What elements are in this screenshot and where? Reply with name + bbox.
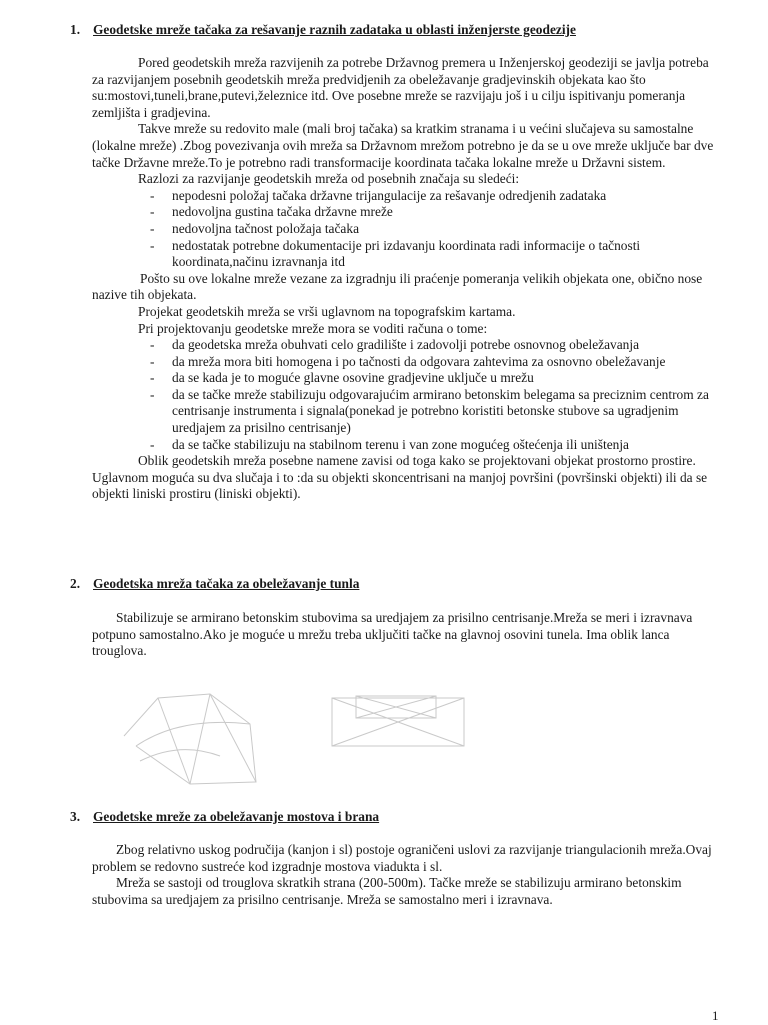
list-item: - nedostatak potrebne dokumentacije pri izdavanju koordinata radi informacije o tačnosti koordinata,načinu izravnanja itd <box>92 238 720 271</box>
section-3-body <box>92 842 720 908</box>
section-2-body <box>92 610 720 660</box>
paragraph: Oblik geodetskih mreža posebne namene zavisi od toga kako se projektovani objekat prostorno prostire. Uglavnom moguća su dva slučaja i to :da su objekti skoncentrisani na manjoj površini (površinski objekti) ili da se objekti liniski prostiru (liniski objekti). <box>92 453 708 502</box>
paragraph: Stabilizuje se armirano betonskim stubovima sa uredjajem za prisilno centrisanje.Mreža se meri i izravnava potpuno samostalno.Ako je moguće u mrežu treba uključiti tačke na glavnoj osovini tunela. Ima oblik lanca trouglova. <box>92 610 693 659</box>
list-item: - da se tačke mreže stabilizuju odgovarajućim armirano betonskim belegama sa preciznim centrom za centrisanje instrumenta i signala(ponekad je potrebno koristiti betonske stubove sa ugradjenim uredjajem za prisilno centrisanje) <box>92 387 720 437</box>
reasons-list <box>92 188 720 271</box>
section-1-heading <box>70 22 730 39</box>
section-number: 1. <box>70 22 81 37</box>
paragraph: Mreža se sastoji od trouglova skratkih strana (200-500m). Tačke mreže se stabilizuju armirano betonskim stubovima sa uredjajem za prisilno centrisanje. Mreža se samostalno meri i izravnava. <box>92 875 682 907</box>
rectangle-network-sketch <box>332 696 464 746</box>
list-item: - da se tačke stabilizuju na stabilnom terenu i van zone mogućeg oštećenja ili uništenja <box>92 437 720 454</box>
paragraph: Pri projektovanju geodetske mreže mora se voditi računa o tome: <box>138 320 488 336</box>
network-sketch-figure <box>120 686 470 786</box>
section-title: Geodetska mreža tačaka za obeležavanje tunla <box>93 576 360 591</box>
section-3-heading <box>70 809 730 826</box>
section-2-heading <box>70 576 730 593</box>
list-item: - da geodetska mreža obuhvati celo gradilište i zadovolji potrebe osnovnog obeležavanja <box>92 337 720 354</box>
paragraph: Razlozi za razvijanje geodetskih mreža od posebnih značaja su sledeći: <box>138 171 520 187</box>
paragraph: Zbog relativno uskog područija (kanjon i sl) postoje ograničeni uslovi za razvijanje triangulacionih mreža.Ovaj problem se redovno sustreće kod izgradnje mostova viadukta i sl. <box>92 842 712 874</box>
requirements-list <box>92 337 720 453</box>
list-item: - da se kada je to moguće glavne osovine gradjevine uključe u mrežu <box>92 370 720 387</box>
list-item: - nedovoljna tačnost položaja tačaka <box>92 221 720 238</box>
section-number: 2. <box>70 576 81 591</box>
section-title: Geodetske mreže za obeležavanje mostova i brana <box>93 809 380 824</box>
paragraph: Pored geodetskih mreža razvijenih za potrebe Državnog premera u Inženjerskoj geodeziji se javlja potreba za razvijanjem posebnih geodetskih mreža predvidjenih za obeležavanje gradjevinskih objekata kao što su:mostovi,tuneli,brane,putevi,železnice itd. Ove posebne mreže se razvijaju još i u cilju ispitivanju pomeranja zemljišta i gradjevina. <box>92 55 709 120</box>
list-item: - nedovoljna gustina tačaka državne mreže <box>92 204 720 221</box>
section-number: 3. <box>70 809 81 824</box>
paragraph: Takve mreže su redovito male (mali broj tačaka) sa kratkim stranama i u većini slučajeva su samostalne (lokalne mreže) .Zbog povezivanja ovih mreža sa Državnom mrežom potrebno je da se u ove mreže uključe bar dve tačke Državne mreže.To je potrebno radi transformacije koordinata tačaka lokalne mreže u Državni sistem. <box>92 121 714 170</box>
section-title: Geodetske mreže tačaka za rešavanje raznih zadataka u oblasti inženjerste geodezije <box>93 22 576 37</box>
paragraph: Pošto su ove lokalne mreže vezane za izgradnju ili praćenje pomeranja velikih objekata one, obično nose nazive tih objekata. <box>92 270 703 303</box>
section-1-body <box>92 55 720 503</box>
page-number: 1 <box>712 1008 719 1023</box>
list-item: - da mreža mora biti homogena i po tačnosti da odgovara zahtevima za osnovno obeležavanje <box>92 354 720 371</box>
paragraph: Projekat geodetskih mreža se vrši uglavnom na topografskim kartama. <box>138 303 516 319</box>
triangle-chain-sketch <box>124 694 256 784</box>
list-item: - nepodesni položaj tačaka državne trijangulacije za rešavanje odredjenih zadataka <box>92 188 720 205</box>
